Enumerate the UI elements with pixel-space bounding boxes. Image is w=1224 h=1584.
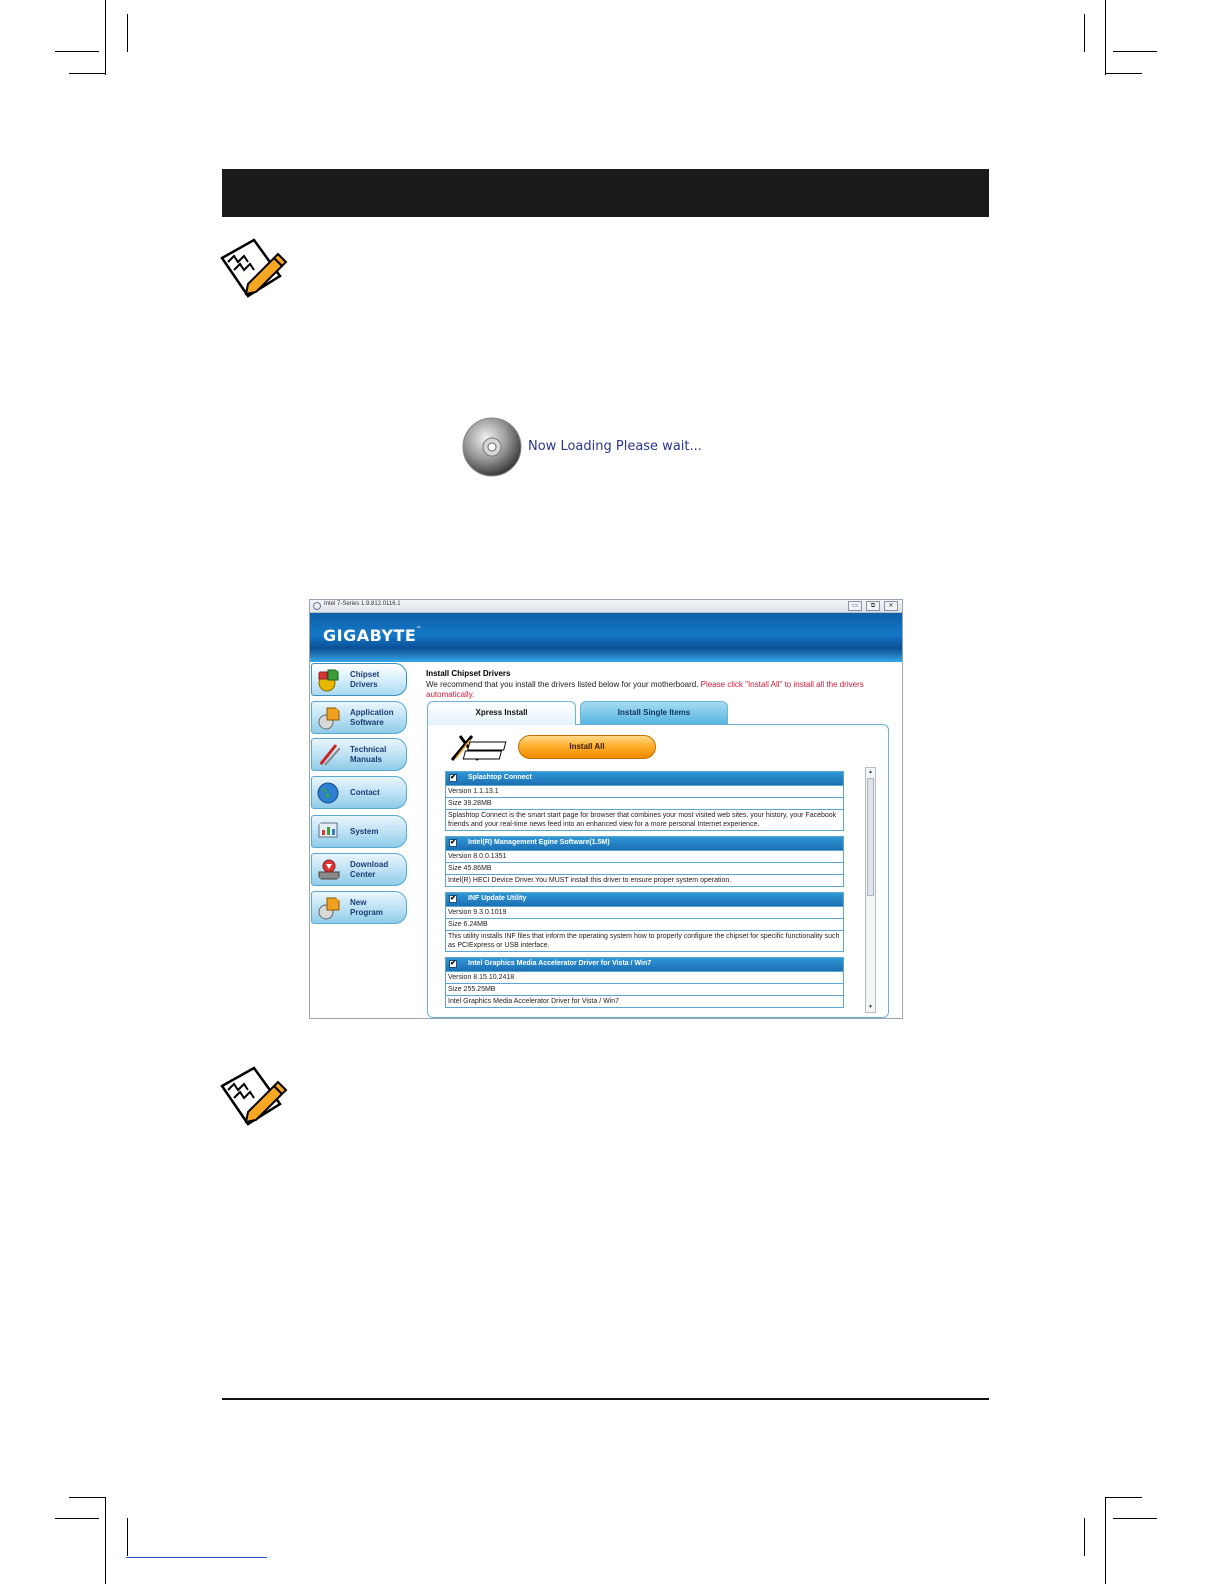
driver-version: Version 9.3.0.1019 [446,906,843,918]
section-header-bar [222,169,989,217]
close-button[interactable]: ✕ [884,601,898,611]
technical-manuals-icon [316,743,342,767]
list-item [445,892,844,952]
install-all-button[interactable]: Install All [518,735,656,759]
window-title: Intel 7-Series 1.9.812.0116.1 [324,601,401,607]
sidebar [310,662,410,1018]
driver-version: Version 8.0.0.1351 [446,850,843,862]
crop-mark [55,1518,99,1519]
main-content [410,662,902,1018]
list-item-header [446,772,843,785]
scrollbar-thumb[interactable] [867,778,874,896]
sidebar-item-technical-manuals[interactable] [311,738,407,771]
driver-name: INF Update Utility [468,895,527,902]
driver-checkbox[interactable]: ✔ [450,839,456,846]
cd-disc-icon [461,416,523,478]
download-center-icon [316,858,342,882]
driver-size: Size 45.86MB [446,862,843,874]
sidebar-item-application-software[interactable] [311,701,407,734]
driver-version: Version 1.1.13.1 [446,785,843,797]
window-titlebar [310,600,902,613]
loading-text: Now Loading Please wait... [528,439,702,454]
sidebar-item-download-center[interactable] [311,853,407,886]
driver-name: Intel Graphics Media Accelerator Driver for Vista / Win7 [468,960,652,967]
chipset-drivers-icon [316,668,342,692]
sidebar-item-system[interactable] [311,815,407,848]
crop-mark [105,0,106,75]
driver-description: Intel(R) HECI Device Driver.You MUST install this driver to ensure proper system operation. [446,874,843,886]
crop-mark [1105,1497,1142,1498]
driver-description: Intel Graphics Media Accelerator Driver for Vista / Win7 [446,995,843,1007]
crop-mark [105,1497,106,1584]
sidebar-item-label: Contact [350,788,380,797]
new-program-icon [316,896,342,920]
crop-mark [55,51,99,52]
driver-checkbox[interactable]: ✔ [450,774,456,781]
scroll-up-arrow-icon[interactable]: ▲ [868,769,873,775]
crop-mark [127,1518,128,1556]
footer-rule [222,1398,989,1400]
crop-mark [1084,14,1085,52]
sidebar-item-chipset-drivers[interactable] [311,663,407,696]
driver-checkbox[interactable]: ✔ [450,960,456,967]
tab-panel [427,724,889,1018]
tab-install-single-items[interactable]: Install Single Items [580,701,728,724]
driver-checkbox[interactable]: ✔ [450,895,456,902]
list-item [445,836,844,887]
crop-mark [1113,1518,1157,1519]
note-pencil-icon [218,236,290,300]
application-software-icon [316,706,342,730]
driver-version: Version 8.15.10.2418 [446,971,843,983]
note-pencil-icon [218,1064,290,1128]
crop-mark [1113,51,1157,52]
driver-list [445,771,844,1011]
restore-button[interactable]: ⧉ [866,601,880,611]
sidebar-item-label: System [350,827,379,836]
xpress-install-logo [450,734,510,762]
crop-mark [127,14,128,52]
gigabyte-logo: GIGABYTE™ [323,626,422,645]
minimize-button[interactable]: ▭ [848,601,862,611]
link-underline [126,1557,267,1558]
driver-size: Size 6.24MB [446,918,843,930]
driver-description: Splashtop Connect is the smart start page for browser that combines your most visited web sites, your history, your Facebook friends and your real-time news feed into an enhanced view for a more personal Internet experience. [446,809,843,830]
driver-name: Intel(R) Management Egine Software(1.5M) [468,839,610,846]
list-item [445,771,844,831]
sidebar-item-label: Application Software [350,708,394,727]
globe-icon [316,781,342,805]
app-icon [313,602,321,610]
sidebar-item-label: New Program [350,898,383,917]
crop-mark [69,73,106,74]
page-description: We recommend that you install the drivers listed below for your motherboard. Please click "Install All" to install all the drivers automatically. [426,680,864,699]
installer-window [309,599,903,1019]
driver-description: This utility installs INF files that inform the operating system how to properly configure the chipset for specific functionality such as PCIExpress or USB interface. [446,930,843,951]
list-scrollbar[interactable] [865,767,876,1013]
brand-banner [310,613,902,662]
crop-mark [1105,73,1142,74]
list-item [445,957,844,1008]
crop-mark [1105,1497,1106,1584]
driver-size: Size 255.25MB [446,983,843,995]
sidebar-item-label: Technical Manuals [350,745,387,764]
list-item-header [446,958,843,971]
crop-mark [69,1497,106,1498]
driver-size: Size 39.28MB [446,797,843,809]
crop-mark [1105,0,1106,75]
driver-name: Splashtop Connect [468,774,532,781]
list-item-header [446,893,843,906]
system-icon [316,820,342,844]
page-title: Install Chipset Drivers [426,669,511,678]
tab-xpress-install[interactable]: Xpress Install [427,701,576,725]
crop-mark [1084,1518,1085,1556]
scroll-down-arrow-icon[interactable]: ▼ [868,1004,873,1010]
sidebar-item-new-program[interactable] [311,891,407,924]
list-item-header [446,837,843,850]
sidebar-item-label: Download Center [350,860,389,879]
sidebar-item-contact[interactable] [311,776,407,809]
loading-indicator [461,416,721,478]
sidebar-item-label: Chipset Drivers [350,670,380,689]
